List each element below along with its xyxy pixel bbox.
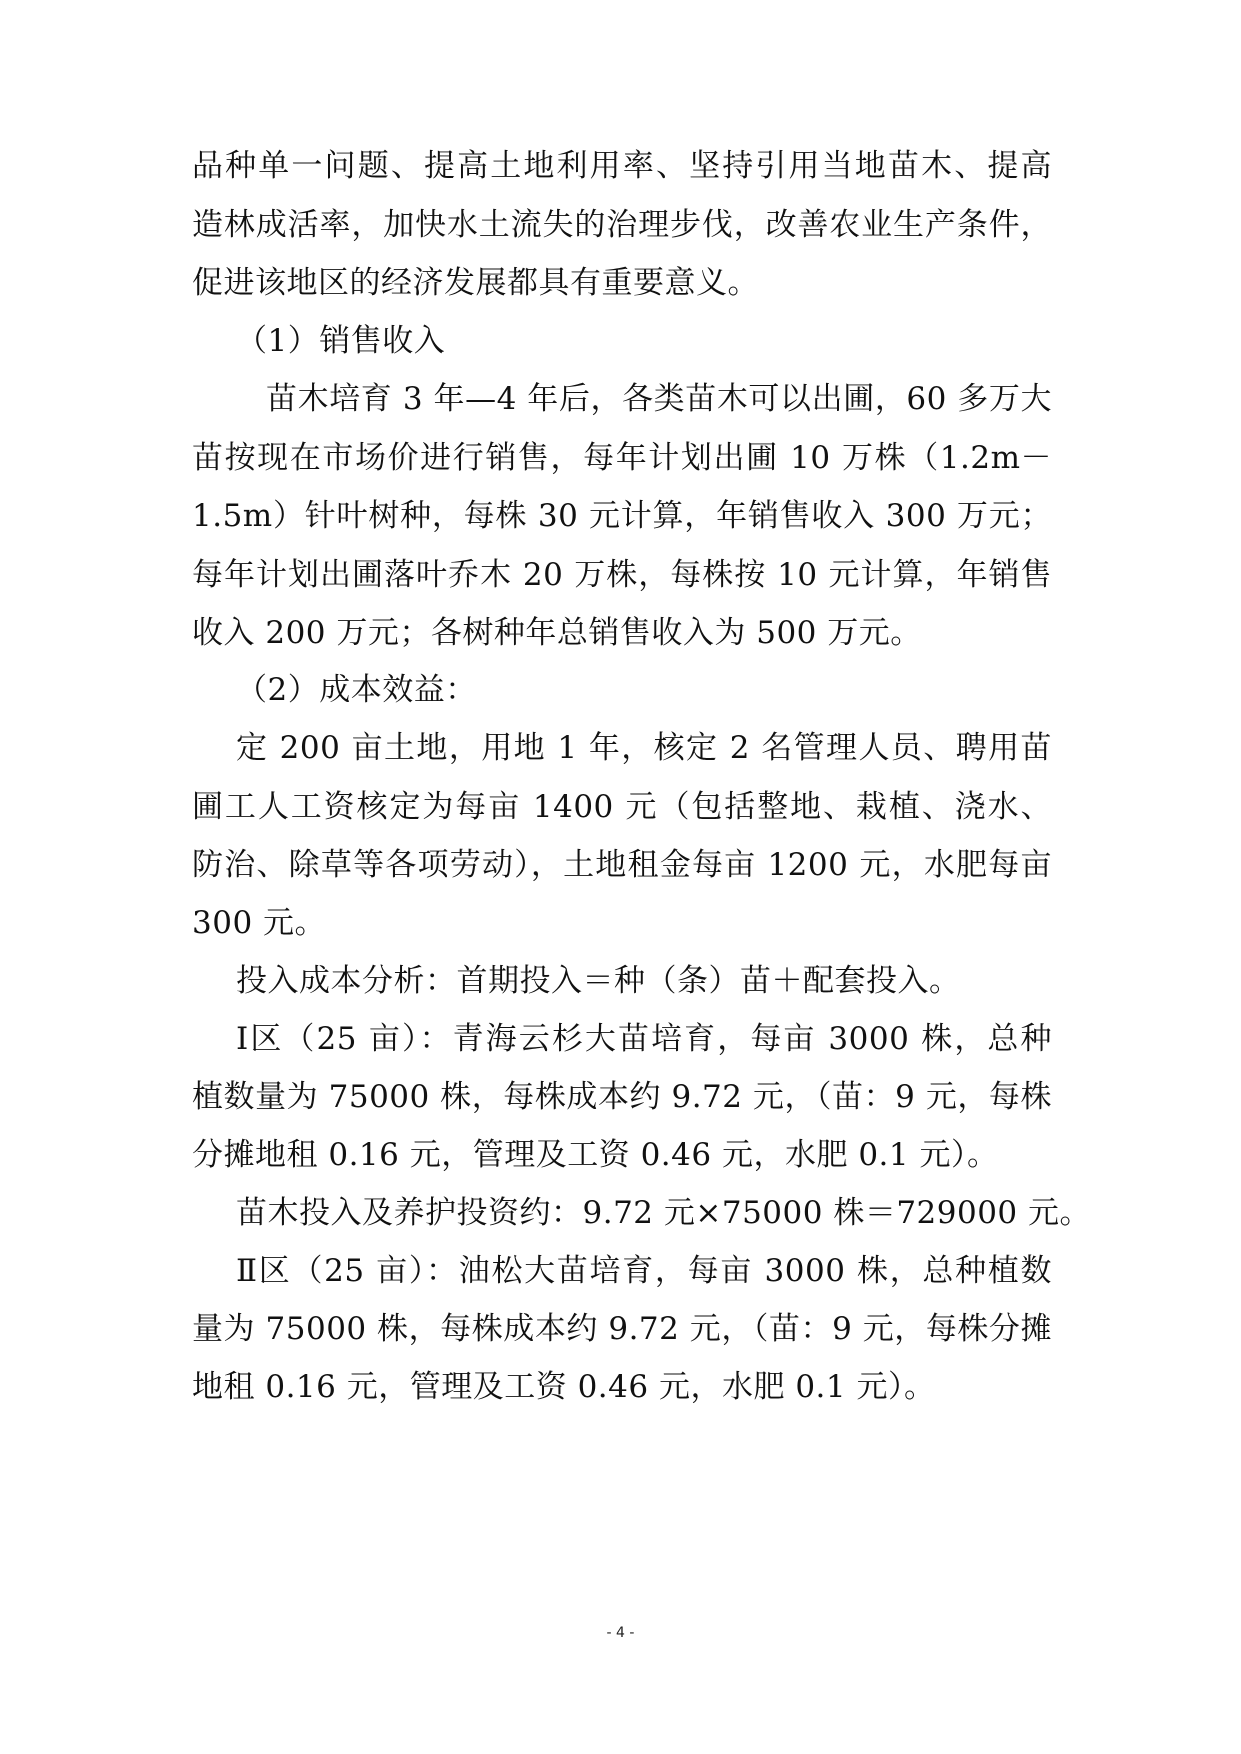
- heading-cost-benefit: （2）成本效益：: [236, 672, 477, 708]
- intro-line-1: 品种单一问题、提高土地利用率、坚持引用当地苗木、提高: [192, 148, 1052, 184]
- zone1-line-1: Ⅰ区（25 亩）：青海云杉大苗培育，每亩 3000 株，总种: [236, 1021, 1052, 1057]
- cost-line-3: 防治、除草等各项劳动），土地租金每亩 1200 元，水肥每亩: [192, 847, 1052, 883]
- page-number: - 4 -: [606, 1625, 635, 1641]
- cost-line-1: 定 200 亩土地，用地 1 年，核定 2 名管理人员、聘用苗: [236, 730, 1052, 766]
- zone2-line-2: 量为 75000 株，每株成本约 9.72 元，（苗：9 元，每株分摊: [192, 1311, 1052, 1347]
- intro-line-2: 造林成活率，加快水土流失的治理步伐，改善农业生产条件，: [192, 207, 1052, 243]
- heading-sales-income: （1）销售收入: [236, 323, 446, 359]
- sales-line-5: 收入 200 万元；各树种年总销售收入为 500 万元。: [192, 615, 922, 651]
- zone2-line-3: 地租 0.16 元，管理及工资 0.46 元，水肥 0.1 元）。: [192, 1369, 936, 1405]
- investment-analysis: 投入成本分析：首期投入＝种（条）苗＋配套投入。: [236, 963, 961, 999]
- sales-line-2: 苗按现在市场价进行销售，每年计划出圃 10 万株（1.2m－: [192, 440, 1052, 476]
- zone1-total: 苗木投入及养护投资约：9.72 元×75000 株＝729000 元。: [236, 1195, 1092, 1231]
- zone1-line-2: 植数量为 75000 株，每株成本约 9.72 元，（苗：9 元，每株: [192, 1079, 1052, 1115]
- cost-line-2: 圃工人工资核定为每亩 1400 元（包括整地、栽植、浇水、: [192, 789, 1052, 825]
- sales-line-3: 1.5m）针叶树种，每株 30 元计算，年销售收入 300 万元；: [192, 498, 1052, 534]
- zone2-line-1: Ⅱ区（25 亩）：油松大苗培育，每亩 3000 株，总种植数: [236, 1253, 1052, 1289]
- cost-line-4: 300 元。: [192, 905, 327, 941]
- sales-line-4: 每年计划出圃落叶乔木 20 万株，每株按 10 元计算，年销售: [192, 557, 1052, 593]
- intro-line-3: 促进该地区的经济发展都具有重要意义。: [192, 265, 759, 301]
- zone1-line-3: 分摊地租 0.16 元，管理及工资 0.46 元，水肥 0.1 元）。: [192, 1137, 999, 1173]
- sales-line-1: 苗木培育 3 年—4 年后，各类苗木可以出圃，60 多万大: [266, 381, 1052, 417]
